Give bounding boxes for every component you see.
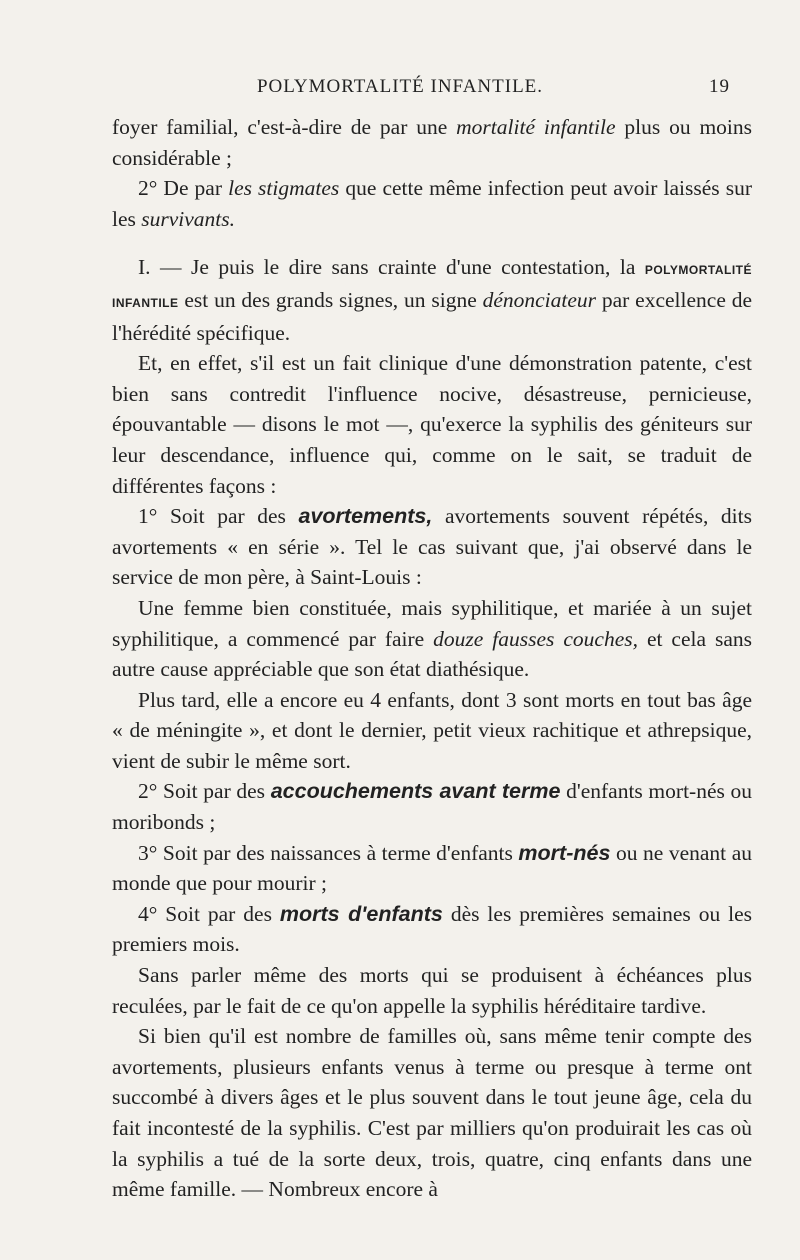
- paragraph: I. — Je puis le dire sans crainte d'une contestation, la polymortalité infantile est un des grands signes, un signe dénonciateur par excellence de l'hérédité spécifique.: [112, 255, 753, 345]
- paragraph: Une femme bien constituée, mais syphilitique, et mariée à un sujet syphilitique, a commencé par faire douze fausses couches, et cela sans autre cause appréciable que son état diathésique.: [112, 595, 752, 682]
- running-title: POLYMORTALITÉ INFANTILE.: [256, 76, 544, 97]
- paragraph: Et, en effet, s'il est un fait clinique d'une démonstration patente, c'est bien sans contredit l'influence nocive, désastreuse, pernicieuse, épouvantable — disons le mot —, qu'exerce la syphilis des géniteurs sur leur descendance, influence qui, comme on le sait, se traduit de différentes façons :: [112, 351, 752, 498]
- paragraph: Plus tard, elle a encore eu 4 enfants, dont 3 sont morts en tout bas âge « de méningite », et dont le dernier, petit vieux rachitique et athrepsique, vient de subir le même sort.: [112, 687, 752, 773]
- paragraph: 2° De par les stigmates que cette même infection peut avoir laissés sur les survivants.: [112, 176, 753, 231]
- paragraph: Si bien qu'il est nombre de familles où, sans même tenir compte des avortements, plusieurs enfants venus à terme ou presque à terme ont succombé à divers âges et le plus souvent dans le tout jeune âge, cela du fait incontesté de la syphilis. C'est par milliers qu'on produirait les cas où la syphilis a tué de la sorte deux, trois, quatre, cinq enfants dans une même famille. — Nombreux encore à: [112, 1024, 752, 1202]
- paragraph: 3° Soit par des naissances à terme d'enfants mort-nés ou ne venant au monde que pour mourir ;: [112, 840, 752, 896]
- paragraph: 1° Soit par des avortements, avortements souvent répétés, dits avortements « en série ». Tel le cas suivant que, j'ai observé dans le service de mon père, à Saint-Louis :: [112, 504, 752, 590]
- paragraph: Sans parler même des morts qui se produisent à échéances plus reculées, par le fait de ce qu'on appelle la syphilis héréditaire tardive.: [112, 963, 752, 1018]
- paragraph: 4° Soit par des morts d'enfants dès les premières semaines ou les premiers mois.: [112, 901, 753, 957]
- running-header: [0, 76, 800, 106]
- page-number: 19: [709, 76, 730, 97]
- paragraph: foyer familial, c'est-à-dire de par une mortalité infantile plus ou moins considérable ;: [112, 115, 753, 170]
- page-body: [112, 112, 752, 1205]
- paragraph: 2° Soit par des accouchements avant terme d'enfants mort-nés ou moribonds ;: [112, 779, 753, 835]
